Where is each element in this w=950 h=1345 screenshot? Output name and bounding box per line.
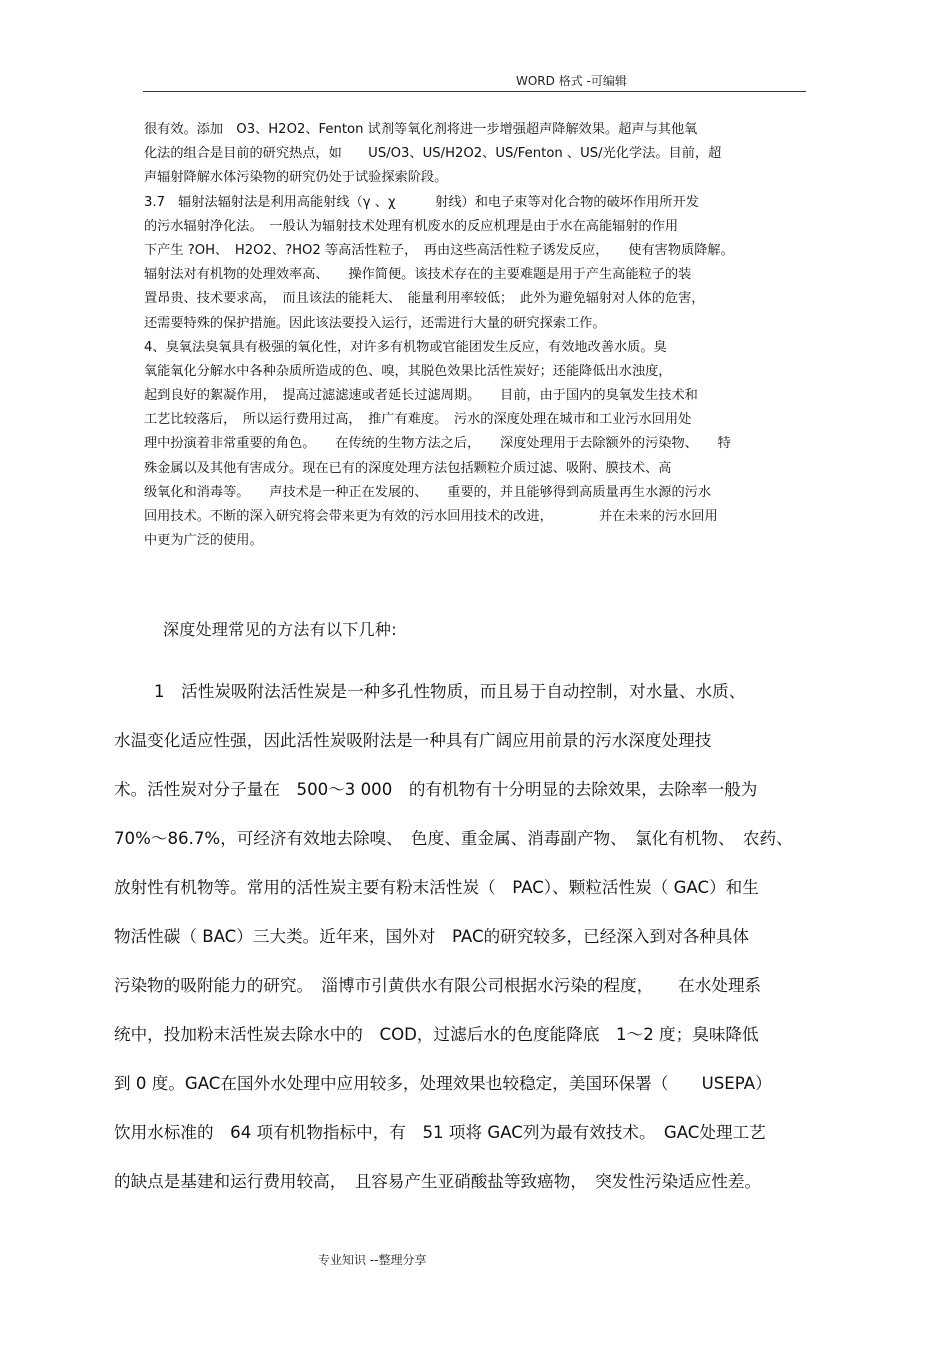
text-line: 饮用水标准的 64 项有机物指标中，有 51 项将 GAC列为最有效技术。 GAC处理工艺	[114, 1123, 766, 1142]
main-paragraph	[114, 677, 816, 1216]
text-line: 还需要特殊的保护措施。因此该法要投入运行，还需进行大量的研究探索工作。	[144, 315, 606, 331]
text-line: 统中，投加粉末活性炭去除水中的 COD，过滤后水的色度能降底 1～2 度；臭味降低	[114, 1025, 759, 1044]
text-line: 污染物的吸附能力的研究。 淄博市引黄供水有限公司根据水污染的程度， 在水处理系	[114, 976, 762, 995]
text-line: 化法的组合是目前的研究热点，如 US/O3、US/H2O2、US/Fenton 、US/光化学法。目前，超	[144, 146, 722, 162]
text-line: 水温变化适应性强，因此活性炭吸附法是一种具有广阔应用前景的污水深度处理技	[114, 731, 712, 750]
page-footer: 专业知识 --整理分享	[318, 1253, 427, 1267]
text-line: 放射性有机物等。常用的活性炭主要有粉末活性炭（ PAC）、颗粒活性炭（ GAC）和生	[114, 878, 759, 897]
text-line: 殊金属以及其他有害成分。现在已有的深度处理方法包括颗粒介质过滤、吸附、膜技术、高	[144, 460, 672, 476]
text-line: 很有效。添加 O3、H2O2、Fenton 试剂等氧化剂将进一步增强超声降解效果。超声与其他氧	[144, 122, 698, 137]
text-line: 辐射法对有机物的处理效率高、 操作简便。该技术存在的主要难题是用于产生高能粒子的装	[144, 267, 692, 283]
page-header: WORD 格式 -可编辑	[516, 74, 627, 88]
text-line: 1 活性炭吸附法活性炭是一种多孔性物质，而且易于自动控制，对水量、水质、	[154, 682, 746, 701]
text-line: 的污水辐射净化法。 一般认为辐射技术处理有机废水的反应机理是由于水在高能辐射的作用	[144, 218, 679, 234]
text-line: 3.7 辐射法辐射法是利用高能射线（γ 、χ 射线）和电子束等对化合物的破坏作用所开发	[144, 194, 699, 210]
text-line: 物活性碳（ BAC）三大类。近年来，国外对 PAC的研究较多，已经深入到对各种具体	[114, 927, 750, 946]
section-heading: 深度处理常见的方法有以下几种:	[163, 620, 397, 639]
text-line: 回用技术。不断的深入研究将会带来更为有效的污水回用技术的改进， 并在未来的污水回用	[144, 509, 718, 524]
text-line: 70%～86.7%，可经济有效地去除嗅、 色度、重金属、消毒副产物、 氯化有机物、 农药、	[114, 829, 793, 848]
text-line: 中更为广泛的使用。	[144, 533, 263, 549]
text-line: 下产生 ?OH、 H2O2、?HO2 等高活性粒子， 再由这些高活性粒子诱发反应， 使有害物质降解。	[144, 242, 734, 258]
text-line: 术。活性炭对分子量在 500～3 000 的有机物有十分明显的去除效果，去除率一般为	[114, 780, 758, 799]
text-line: 的缺点是基建和运行费用较高， 且容易产生亚硝酸盐等致癌物， 突发性污染适应性差。	[114, 1172, 762, 1191]
text-line: 4、臭氧法臭氧具有极强的氧化性，对许多有机物或官能团发生反应，有效地改善水质。臭	[144, 339, 667, 355]
text-line: 理中扮演着非常重要的角色。 在传统的生物方法之后， 深度处理用于去除额外的污染物、 特	[144, 436, 731, 452]
text-line: 到 0 度。GAC在国外水处理中应用较多，处理效果也较稳定，美国环保署（ USEPA）	[114, 1074, 772, 1093]
text-line: 氧能氧化分解水中各种杂质所造成的色、嗅，其脱色效果比活性炭好；还能降低出水浊度，	[144, 363, 672, 379]
small-paragraph	[144, 118, 806, 553]
text-line: 置昂贵、技术要求高， 而且该法的能耗大、 能量利用率较低； 此外为避免辐射对人体的危害，	[144, 291, 705, 307]
text-line: 工艺比较落后， 所以运行费用过高， 推广有难度。 污水的深度处理在城市和工业污水回用处	[144, 412, 692, 428]
text-line: 级氧化和消毒等。 声技术是一种正在发展的、 重要的，并且能够得到高质量再生水源的污水	[144, 484, 712, 500]
text-line: 起到良好的絮凝作用， 提高过滤滤速或者延长过滤周期。 目前，由于国内的臭氧发生技术和	[144, 388, 698, 404]
text-line: 声辐射降解水体污染物的研究仍处于试验探索阶段。	[144, 170, 448, 186]
header-divider	[143, 91, 806, 92]
